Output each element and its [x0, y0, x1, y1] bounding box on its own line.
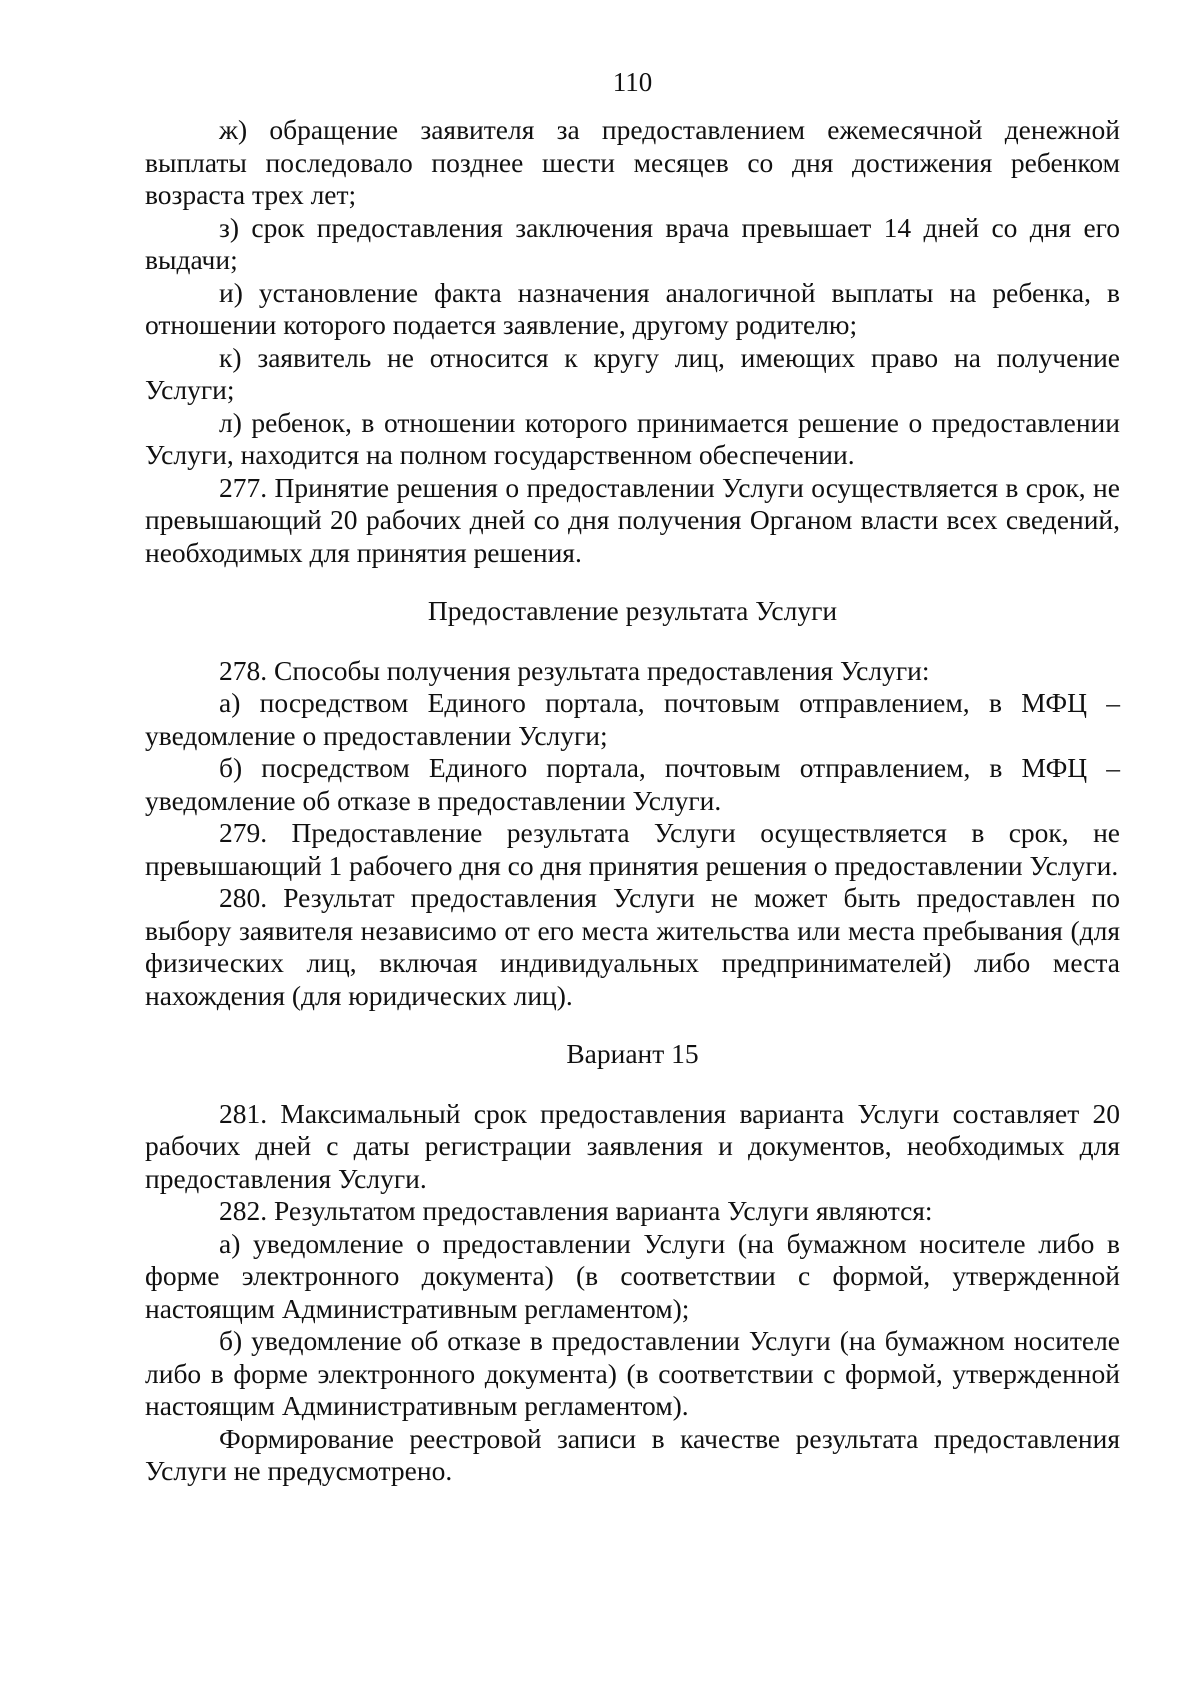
paragraph-282-a: а) уведомление о предоставлении Услуги (на бумажном носителе либо в форме электронного документа) (в соответствии с формой, утвержденной настоящим Административным регламентом);	[145, 1227, 1120, 1324]
paragraph-item-i: и) установление факта назначения аналогичной выплаты на ребенка, в отношении которого подается заявление, другому родителю;	[145, 276, 1120, 340]
paragraph-280: 280. Результат предоставления Услуги не может быть предоставлен по выбору заявителя независимо от его места жительства или места пребывания (для физических лиц, включая индивидуальных предпринимателей) либо места нахождения (для юридических лиц).	[145, 882, 1120, 1011]
paragraph-278-b: б) посредством Единого портала, почтовым отправлением, в МФЦ – уведомление об отказе в предоставлении Услуги.	[145, 752, 1120, 816]
paragraph-279: 279. Предоставление результата Услуги осуществляется в срок, не превышающий 1 рабочего дня со дня принятия решения о предоставлении Услуги.	[145, 817, 1120, 881]
section-heading-result: Предоставление результата Услуги	[427, 595, 838, 626]
paragraph-item-zh: ж) обращение заявителя за предоставлением ежемесячной денежной выплаты последовало позднее шести месяцев со дня достижения ребенком возраста трех лет;	[145, 114, 1120, 210]
document-page	[145, 66, 1120, 1488]
section-heading-variant: Вариант 15	[566, 1038, 699, 1069]
paragraph-282: 282. Результатом предоставления варианта Услуги являются:	[219, 1195, 933, 1226]
paragraph-item-l: л) ребенок, в отношении которого принимается решение о предоставлении Услуги, находится на полном государственном обеспечении.	[145, 406, 1120, 470]
paragraph-282-b: б) уведомление об отказе в предоставлении Услуги (на бумажном носителе либо в форме электронного документа) (в соответствии с формой, утвержденной настоящим Административным регламентом).	[145, 1325, 1120, 1421]
paragraph-277: 277. Принятие решения о предоставлении Услуги осуществляется в срок, не превышающий 20 рабочих дней со дня получения Органом власти всех сведений, необходимых для принятия решения.	[145, 471, 1120, 568]
paragraph-281: 281. Максимальный срок предоставления варианта Услуги составляет 20 рабочих дней с даты регистрации заявления и документов, необходимых для предоставления Услуги.	[145, 1097, 1120, 1194]
paragraph-278: 278. Способы получения результата предоставления Услуги:	[219, 654, 930, 686]
paragraph-item-z: з) срок предоставления заключения врача превышает 14 дней со дня его выдачи;	[145, 211, 1120, 275]
paragraph-item-k: к) заявитель не относится к кругу лиц, имеющих право на получение Услуги;	[145, 341, 1120, 405]
paragraph-registry-note: Формирование реестровой записи в качестве результата предоставления Услуги не предусмотрено.	[145, 1422, 1120, 1486]
page-number: 110	[612, 67, 653, 97]
paragraph-278-a: а) посредством Единого портала, почтовым отправлением, в МФЦ – уведомление о предоставлении Услуги;	[145, 687, 1120, 751]
